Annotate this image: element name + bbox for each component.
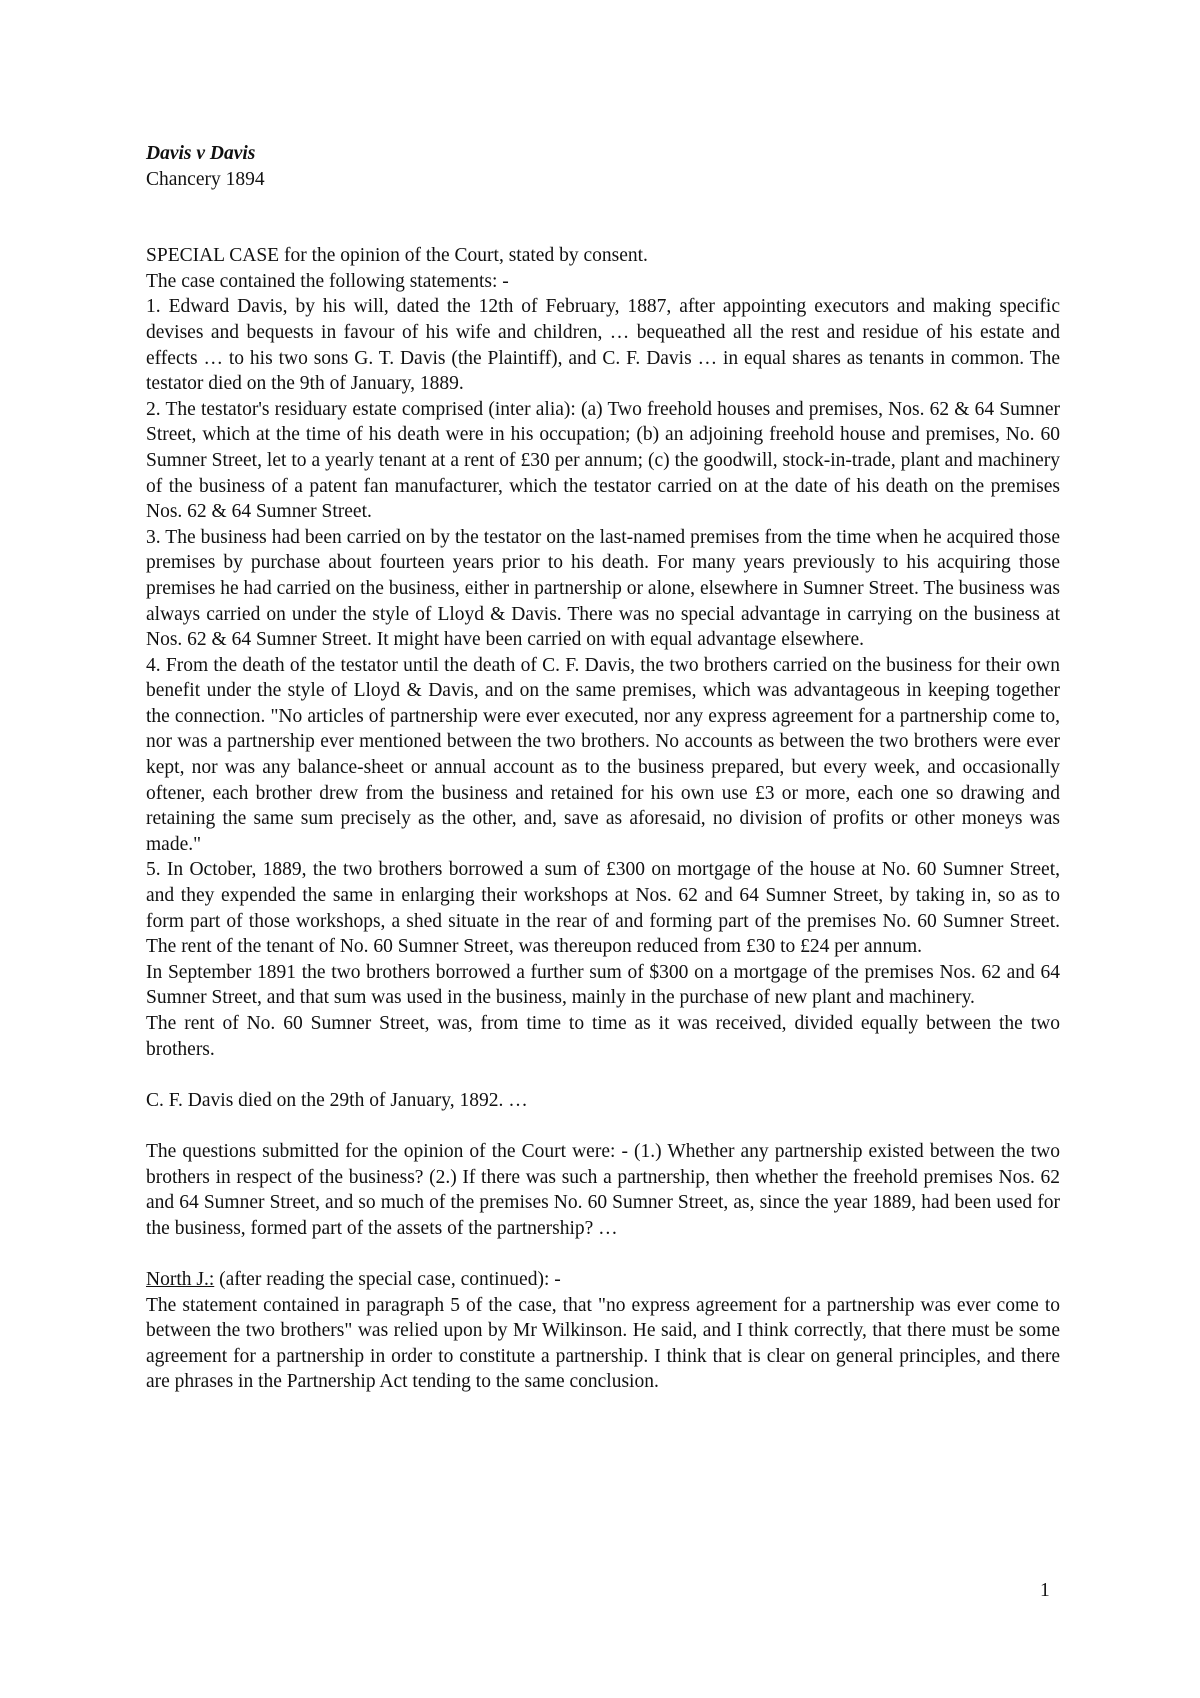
spacer — [146, 1062, 1060, 1088]
spacer — [146, 192, 1060, 243]
paragraph-september-1891: In September 1891 the two brothers borrowed a further sum of $300 on a mortgage of the premises Nos. 62 and 64 Sumner Street, and that sum was used in the business, mainly in the purchase of new plant and machinery. — [146, 961, 1060, 1009]
paragraph-3: 3. The business had been carried on by the testator on the last-named premises from the time when he acquired those premises by purchase about fourteen years prior to his death. For many years previously to his acquiring those premises he had carried on the business, either in partnership or alone, elsewhere in Sumner Street. The business was always carried on under the style of Lloyd & Davis. There was no special advantage in carrying on the business at Nos. 62 & 64 Sumner Street. It might have been carried on with equal advantage elsewhere. — [146, 526, 1060, 651]
paragraph-1: 1. Edward Davis, by his will, dated the 12th of February, 1887, after appointing executors and making specific devises and bequests in favour of his wife and children, … bequeathed all the rest and residue of his estate and effects … to his two sons G. T. Davis (the Plaintiff), and C. F. Davis … in equal shares as tenants in common. The testator died on the 9th of January, 1889. — [146, 296, 1060, 395]
judge-line — [146, 1267, 1060, 1293]
document-page — [146, 141, 1060, 1395]
questions-paragraph: The questions submitted for the opinion of the Court were: - (1.) Whether any partnership existed between the two brothers in respect of the business? (2.) If there was such a partnership, then whether the freehold premises Nos. 62 and 64 Sumner Street, and so much of the premises No. 60 Sumner Street, as, since the year 1889, had been used for the business, formed part of the assets of the partnership? … — [146, 1140, 1060, 1239]
page-number: 1 — [1040, 1580, 1050, 1601]
paragraph-4: 4. From the death of the testator until the death of C. F. Davis, the two brothers carried on the business for their own benefit under the style of Lloyd & Davis, and on the same premises, which was advantageous in keeping together the connection. "No articles of partnership were ever executed, nor any express agreement for a partnership come to, nor was a partnership ever mentioned between the two brothers. No accounts as between the two brothers were ever kept, nor was any balance-sheet or annual account as to the business prepared, but every week, and occasionally oftener, each brother drew from the business and retained for his own use £3 or more, each one so drawing and retaining the same sum precisely as the other, and, save as aforesaid, no division of profits or other moneys was made." — [146, 654, 1060, 855]
court-and-year: Chancery 1894 — [146, 168, 265, 190]
special-case-intro: SPECIAL CASE for the opinion of the Court, stated by consent. — [146, 245, 648, 267]
death-note: C. F. Davis died on the 29th of January, 1892. … — [146, 1089, 528, 1111]
case-title: Davis v Davis — [146, 143, 256, 164]
spacer — [146, 1113, 1060, 1139]
judgment-paragraph: The statement contained in paragraph 5 of the case, that "no express agreement for a partnership was ever come to between the two brothers" was relied upon by Mr Wilkinson. He said, and I think correctly, that there must be some agreement for a partnership in order to constitute a partnership. I think that is clear on general principles, and there are phrases in the Partnership Act tending to the same conclusion. — [146, 1294, 1060, 1393]
spacer — [146, 1241, 1060, 1267]
paragraph-rent: The rent of No. 60 Sumner Street, was, from time to time as it was received, divided equally between the two brothers. — [146, 1013, 1060, 1060]
judge-note: (after reading the special case, continued): - — [214, 1268, 561, 1290]
statements-lead: The case contained the following statements: - — [146, 270, 509, 292]
paragraph-2: 2. The testator's residuary estate comprised (inter alia): (a) Two freehold houses and premises, Nos. 62 & 64 Sumner Street, which at the time of his death were in his occupation; (b) an adjoining freehold house and premises, No. 60 Sumner Street, let to a yearly tenant at a rent of £30 per annum; (c) the goodwill, stock-in-trade, plant and machinery of the business of a patent fan manufacturer, which the testator carried on at the date of his death on the premises Nos. 62 & 64 Sumner Street. — [146, 398, 1060, 523]
paragraph-5: 5. In October, 1889, the two brothers borrowed a sum of £300 on mortgage of the house at No. 60 Sumner Street, and they expended the same in enlarging their workshops at Nos. 62 and 64 Sumner Street, by taking in, so as to form part of those workshops, a shed situate in the rear of and forming part of the premises No. 60 Sumner Street. The rent of the tenant of No. 60 Sumner Street, was thereupon reduced from £30 to £24 per annum. — [146, 859, 1060, 958]
judge-name: North J.: — [146, 1268, 215, 1290]
